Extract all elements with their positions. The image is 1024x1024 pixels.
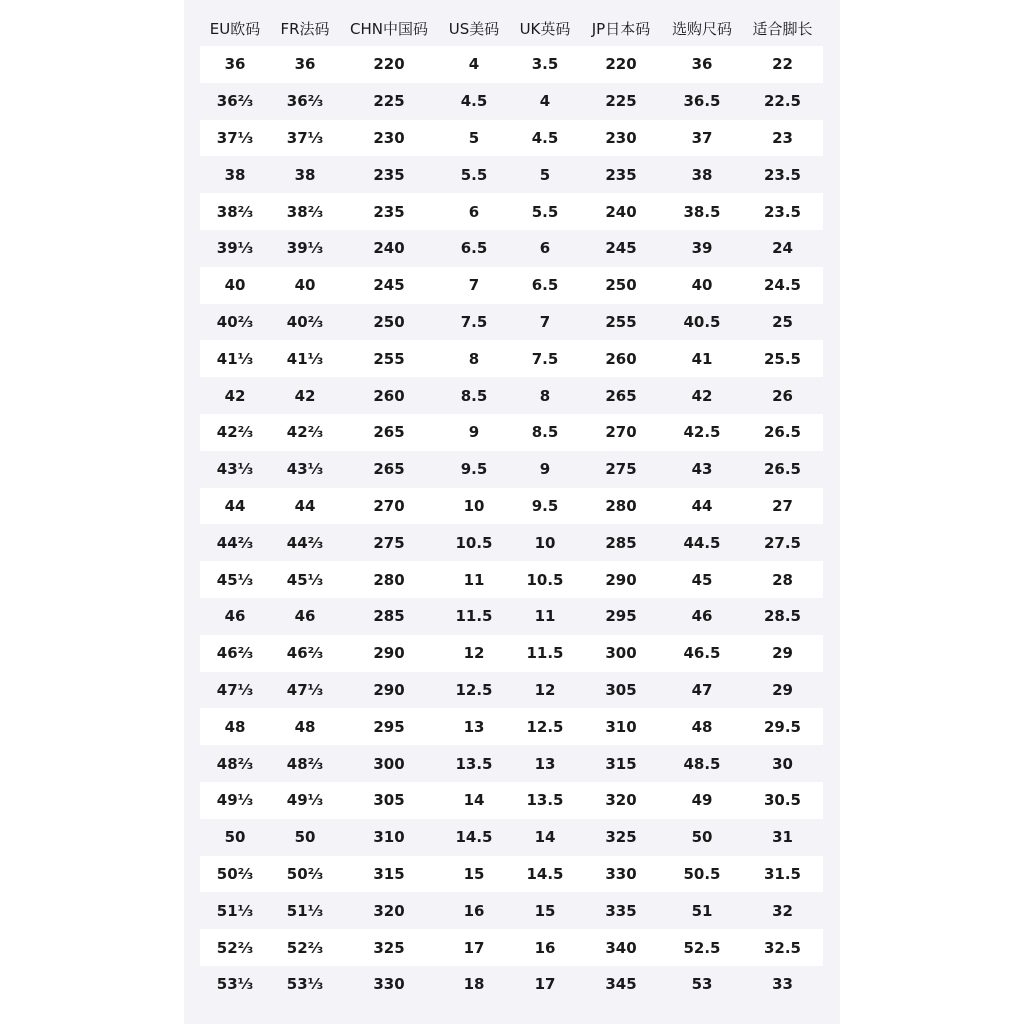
cell-uk: 15 (534, 901, 556, 920)
cell-us: 8 (468, 349, 480, 368)
cell-eu: 36⅔ (216, 92, 254, 111)
cell-chn: 255 (373, 349, 405, 368)
cell-select-size: 44.5 (683, 533, 721, 552)
cell-select-size: 50.5 (683, 864, 721, 883)
cell-foot-length: 23.5 (763, 202, 801, 221)
cell-chn: 230 (373, 128, 405, 147)
cell-jp: 335 (605, 901, 637, 920)
cell-jp: 265 (605, 386, 637, 405)
table-row (200, 230, 823, 267)
cell-eu: 53⅓ (216, 975, 254, 994)
cell-select-size: 48 (691, 717, 713, 736)
cell-uk: 8 (539, 386, 551, 405)
cell-chn: 320 (373, 901, 405, 920)
cell-fr: 42 (294, 386, 316, 405)
cell-fr: 37⅓ (286, 128, 324, 147)
cell-jp: 240 (605, 202, 637, 221)
cell-select-size: 39 (691, 239, 713, 258)
cell-chn: 275 (373, 533, 405, 552)
cell-uk: 5.5 (531, 202, 559, 221)
cell-chn: 265 (373, 423, 405, 442)
cell-us: 14 (463, 791, 485, 810)
cell-uk: 5 (539, 165, 551, 184)
cell-fr: 53⅓ (286, 975, 324, 994)
cell-jp: 330 (605, 864, 637, 883)
cell-eu: 49⅓ (216, 791, 254, 810)
cell-eu: 40 (224, 276, 246, 295)
cell-eu: 36 (224, 55, 246, 74)
cell-foot-length: 33 (772, 975, 793, 994)
header-chn: CHN中国码 (350, 19, 428, 38)
cell-jp: 345 (605, 975, 637, 994)
cell-us: 7.5 (460, 312, 488, 331)
cell-eu: 40⅔ (216, 312, 254, 331)
cell-eu: 37⅓ (216, 128, 254, 147)
cell-chn: 250 (373, 312, 405, 331)
cell-eu: 42⅔ (216, 423, 254, 442)
cell-jp: 250 (605, 276, 637, 295)
table-row (200, 156, 823, 193)
cell-us: 8.5 (460, 386, 488, 405)
cell-fr: 46⅔ (286, 644, 324, 663)
size-chart-table (200, 10, 823, 1003)
cell-select-size: 44 (691, 496, 713, 515)
cell-select-size: 47 (691, 680, 713, 699)
cell-chn: 300 (373, 754, 405, 773)
cell-fr: 36 (294, 55, 316, 74)
table-row (200, 120, 823, 157)
cell-jp: 295 (605, 607, 637, 626)
cell-eu: 51⅓ (216, 901, 254, 920)
cell-select-size: 50 (691, 828, 713, 847)
cell-us: 4 (468, 55, 480, 74)
cell-uk: 7 (539, 312, 551, 331)
cell-us: 12 (463, 644, 485, 663)
cell-foot-length: 29.5 (763, 717, 801, 736)
table-row (200, 672, 823, 709)
cell-select-size: 40 (691, 276, 713, 295)
cell-us: 7 (468, 276, 480, 295)
cell-jp: 275 (605, 460, 637, 479)
cell-eu: 50 (224, 828, 246, 847)
size-chart-panel (184, 0, 840, 1024)
cell-fr: 50⅔ (286, 864, 324, 883)
cell-eu: 41⅓ (216, 349, 254, 368)
cell-us: 9.5 (460, 460, 488, 479)
cell-select-size: 36 (691, 55, 713, 74)
cell-us: 10 (463, 496, 485, 515)
cell-chn: 235 (373, 202, 405, 221)
table-row (200, 524, 823, 561)
cell-foot-length: 25 (772, 312, 793, 331)
cell-chn: 260 (373, 386, 405, 405)
cell-eu: 48⅔ (216, 754, 254, 773)
table-header-row (200, 10, 823, 46)
cell-chn: 290 (373, 680, 405, 699)
cell-uk: 4.5 (531, 128, 559, 147)
cell-chn: 325 (373, 938, 405, 957)
cell-select-size: 48.5 (683, 754, 721, 773)
cell-us: 14.5 (455, 828, 493, 847)
cell-fr: 45⅓ (286, 570, 324, 589)
cell-jp: 255 (605, 312, 637, 331)
cell-select-size: 38 (691, 165, 713, 184)
cell-jp: 270 (605, 423, 637, 442)
cell-us: 4.5 (460, 92, 488, 111)
cell-jp: 280 (605, 496, 637, 515)
cell-us: 13.5 (455, 754, 493, 773)
cell-fr: 40 (294, 276, 316, 295)
cell-foot-length: 29 (772, 644, 793, 663)
cell-fr: 43⅓ (286, 460, 324, 479)
cell-eu: 46⅔ (216, 644, 254, 663)
cell-foot-length: 31 (772, 828, 793, 847)
cell-foot-length: 28.5 (763, 607, 801, 626)
header-uk: UK英码 (519, 19, 571, 38)
cell-us: 15 (463, 864, 485, 883)
cell-select-size: 41 (691, 349, 713, 368)
cell-chn: 280 (373, 570, 405, 589)
cell-foot-length: 30.5 (763, 791, 801, 810)
cell-uk: 6.5 (531, 276, 559, 295)
cell-uk: 6 (539, 239, 551, 258)
table-row (200, 856, 823, 893)
cell-chn: 285 (373, 607, 405, 626)
cell-select-size: 36.5 (683, 92, 721, 111)
table-row (200, 451, 823, 488)
cell-fr: 44⅔ (286, 533, 324, 552)
cell-foot-length: 27 (772, 496, 793, 515)
cell-chn: 315 (373, 864, 405, 883)
cell-eu: 48 (224, 717, 246, 736)
cell-foot-length: 25.5 (763, 349, 801, 368)
cell-eu: 46 (224, 607, 246, 626)
cell-eu: 52⅔ (216, 938, 254, 957)
cell-foot-length: 26 (772, 386, 793, 405)
cell-jp: 235 (605, 165, 637, 184)
cell-jp: 245 (605, 239, 637, 258)
table-row (200, 561, 823, 598)
cell-uk: 11 (534, 607, 556, 626)
cell-fr: 38⅔ (286, 202, 324, 221)
cell-fr: 47⅓ (286, 680, 324, 699)
cell-us: 17 (463, 938, 485, 957)
cell-uk: 13.5 (526, 791, 564, 810)
cell-foot-length: 31.5 (763, 864, 801, 883)
cell-chn: 265 (373, 460, 405, 479)
cell-foot-length: 30 (772, 754, 793, 773)
cell-uk: 12.5 (526, 717, 564, 736)
cell-uk: 4 (539, 92, 551, 111)
table-row (200, 819, 823, 856)
cell-chn: 225 (373, 92, 405, 111)
cell-fr: 50 (294, 828, 316, 847)
cell-uk: 8.5 (531, 423, 559, 442)
cell-fr: 49⅓ (286, 791, 324, 810)
cell-uk: 10 (534, 533, 556, 552)
table-row (200, 708, 823, 745)
cell-select-size: 42.5 (683, 423, 721, 442)
cell-eu: 50⅔ (216, 864, 254, 883)
cell-us: 11 (463, 570, 485, 589)
cell-us: 6 (468, 202, 480, 221)
cell-chn: 220 (373, 55, 405, 74)
cell-select-size: 51 (691, 901, 713, 920)
cell-us: 12.5 (455, 680, 493, 699)
cell-chn: 235 (373, 165, 405, 184)
cell-jp: 220 (605, 55, 637, 74)
cell-chn: 295 (373, 717, 405, 736)
cell-us: 11.5 (455, 607, 493, 626)
cell-jp: 340 (605, 938, 637, 957)
table-row (200, 966, 823, 1003)
cell-uk: 13 (534, 754, 556, 773)
header-foot-length: 适合脚长 (752, 19, 813, 38)
cell-jp: 320 (605, 791, 637, 810)
cell-fr: 39⅓ (286, 239, 324, 258)
table-row (200, 892, 823, 929)
table-row (200, 488, 823, 525)
cell-jp: 300 (605, 644, 637, 663)
cell-foot-length: 24 (772, 239, 793, 258)
header-us: US美码 (448, 19, 500, 38)
cell-chn: 310 (373, 828, 405, 847)
cell-foot-length: 23.5 (763, 165, 801, 184)
cell-uk: 17 (534, 975, 556, 994)
table-row (200, 83, 823, 120)
header-select-size: 选购尺码 (671, 19, 732, 38)
table-row (200, 377, 823, 414)
cell-uk: 11.5 (526, 644, 564, 663)
cell-fr: 51⅓ (286, 901, 324, 920)
cell-us: 13 (463, 717, 485, 736)
cell-foot-length: 26.5 (763, 423, 801, 442)
cell-uk: 14.5 (526, 864, 564, 883)
header-fr: FR法码 (280, 19, 330, 38)
cell-jp: 325 (605, 828, 637, 847)
cell-uk: 9 (539, 460, 551, 479)
cell-us: 5.5 (460, 165, 488, 184)
table-row (200, 340, 823, 377)
table-row (200, 414, 823, 451)
cell-eu: 38 (224, 165, 246, 184)
cell-foot-length: 29 (772, 680, 793, 699)
cell-us: 16 (463, 901, 485, 920)
cell-foot-length: 27.5 (763, 533, 801, 552)
cell-fr: 48 (294, 717, 316, 736)
cell-us: 18 (463, 975, 485, 994)
cell-select-size: 37 (691, 128, 713, 147)
cell-fr: 40⅔ (286, 312, 324, 331)
cell-chn: 290 (373, 644, 405, 663)
cell-jp: 315 (605, 754, 637, 773)
cell-chn: 330 (373, 975, 405, 994)
header-eu: EU欧码 (209, 19, 261, 38)
cell-select-size: 43 (691, 460, 713, 479)
cell-jp: 260 (605, 349, 637, 368)
cell-chn: 245 (373, 276, 405, 295)
cell-jp: 290 (605, 570, 637, 589)
cell-eu: 38⅔ (216, 202, 254, 221)
cell-eu: 44⅔ (216, 533, 254, 552)
cell-select-size: 38.5 (683, 202, 721, 221)
cell-uk: 14 (534, 828, 556, 847)
cell-fr: 41⅓ (286, 349, 324, 368)
cell-eu: 45⅓ (216, 570, 254, 589)
cell-foot-length: 22 (772, 55, 793, 74)
table-row (200, 304, 823, 341)
table-row (200, 267, 823, 304)
cell-select-size: 52.5 (683, 938, 721, 957)
cell-uk: 3.5 (531, 55, 559, 74)
cell-jp: 225 (605, 92, 637, 111)
cell-fr: 42⅔ (286, 423, 324, 442)
table-row (200, 782, 823, 819)
cell-eu: 42 (224, 386, 246, 405)
cell-us: 9 (468, 423, 480, 442)
cell-select-size: 40.5 (683, 312, 721, 331)
cell-eu: 44 (224, 496, 246, 515)
cell-foot-length: 23 (772, 128, 793, 147)
cell-eu: 39⅓ (216, 239, 254, 258)
cell-select-size: 46 (691, 607, 713, 626)
cell-select-size: 46.5 (683, 644, 721, 663)
cell-fr: 38 (294, 165, 316, 184)
table-body (200, 46, 823, 1003)
cell-fr: 36⅔ (286, 92, 324, 111)
table-row (200, 598, 823, 635)
cell-jp: 285 (605, 533, 637, 552)
cell-eu: 47⅓ (216, 680, 254, 699)
cell-foot-length: 32.5 (763, 938, 801, 957)
cell-eu: 43⅓ (216, 460, 254, 479)
cell-jp: 310 (605, 717, 637, 736)
header-jp: JP日本码 (591, 19, 651, 38)
cell-fr: 48⅔ (286, 754, 324, 773)
cell-us: 5 (468, 128, 480, 147)
cell-select-size: 53 (691, 975, 713, 994)
cell-uk: 16 (534, 938, 556, 957)
cell-jp: 305 (605, 680, 637, 699)
table-row (200, 193, 823, 230)
cell-uk: 7.5 (531, 349, 559, 368)
cell-select-size: 45 (691, 570, 713, 589)
cell-select-size: 42 (691, 386, 713, 405)
table-row (200, 635, 823, 672)
cell-uk: 12 (534, 680, 556, 699)
cell-chn: 305 (373, 791, 405, 810)
cell-uk: 10.5 (526, 570, 564, 589)
cell-foot-length: 28 (772, 570, 793, 589)
cell-foot-length: 26.5 (763, 460, 801, 479)
cell-fr: 52⅔ (286, 938, 324, 957)
cell-chn: 270 (373, 496, 405, 515)
cell-fr: 44 (294, 496, 316, 515)
cell-select-size: 49 (691, 791, 713, 810)
cell-foot-length: 22.5 (763, 92, 801, 111)
cell-foot-length: 32 (772, 901, 793, 920)
cell-foot-length: 24.5 (763, 276, 801, 295)
table-row (200, 745, 823, 782)
cell-uk: 9.5 (531, 496, 559, 515)
cell-fr: 46 (294, 607, 316, 626)
cell-us: 6.5 (460, 239, 488, 258)
cell-chn: 240 (373, 239, 405, 258)
cell-jp: 230 (605, 128, 637, 147)
cell-us: 10.5 (455, 533, 493, 552)
table-row (200, 929, 823, 966)
table-row (200, 46, 823, 83)
